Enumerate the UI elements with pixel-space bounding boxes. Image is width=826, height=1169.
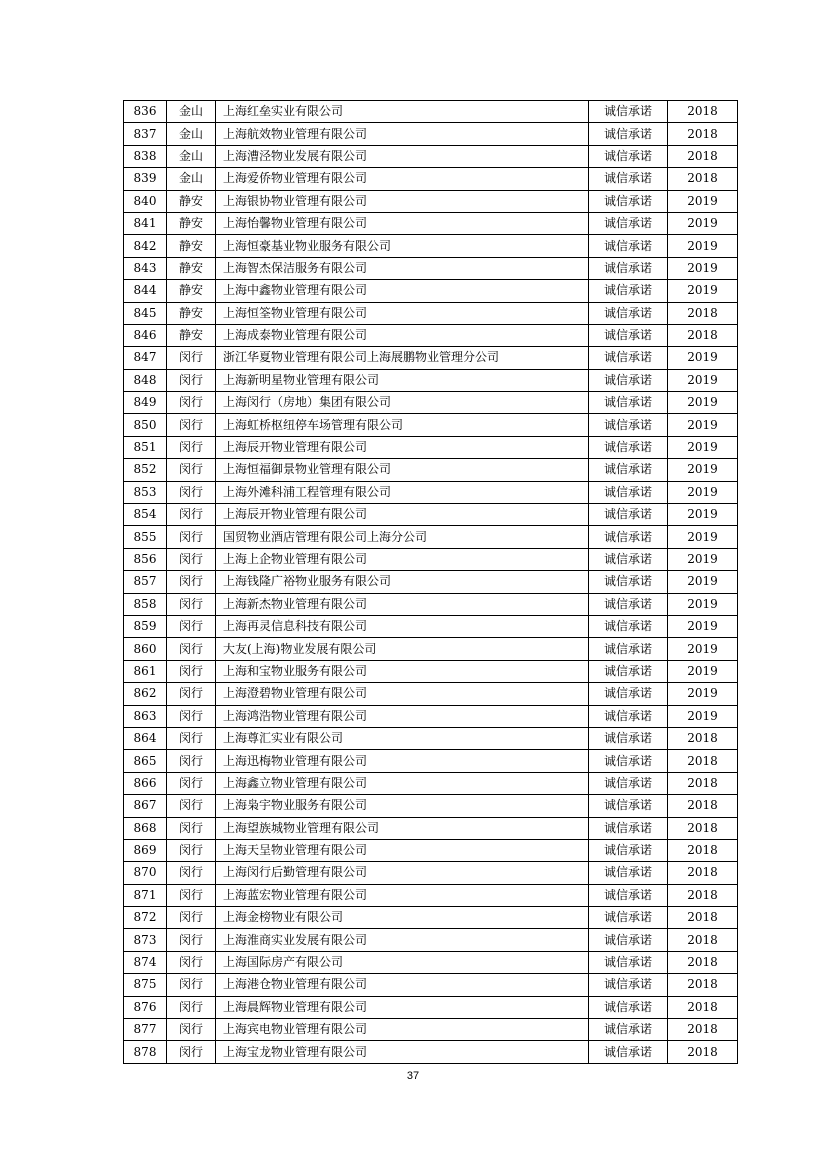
company-name-cell: 浙江华夏物业管理有限公司上海展鹏物业管理分公司: [216, 347, 589, 369]
company-name-cell: 上海闵行后勤管理有限公司: [216, 862, 589, 884]
table-row: [124, 705, 738, 727]
row-number-cell: 873: [124, 929, 167, 951]
year-cell: 2019: [668, 548, 738, 570]
commitment-type-cell: 诚信承诺: [589, 504, 668, 526]
district-cell: 闵行: [167, 750, 216, 772]
commitment-type-cell: 诚信承诺: [589, 526, 668, 548]
row-number-cell: 840: [124, 190, 167, 212]
year-cell: 2019: [668, 190, 738, 212]
table-row: [124, 907, 738, 929]
row-number-cell: 861: [124, 660, 167, 682]
row-number-cell: 852: [124, 459, 167, 481]
district-cell: 闵行: [167, 929, 216, 951]
company-name-cell: 上海恒筌物业管理有限公司: [216, 302, 589, 324]
commitment-type-cell: 诚信承诺: [589, 257, 668, 279]
commitment-type-cell: 诚信承诺: [589, 302, 668, 324]
commitment-type-cell: 诚信承诺: [589, 571, 668, 593]
commitment-type-cell: 诚信承诺: [589, 884, 668, 906]
year-cell: 2018: [668, 974, 738, 996]
table-row: [124, 929, 738, 951]
year-cell: 2018: [668, 862, 738, 884]
year-cell: 2019: [668, 593, 738, 615]
commitment-type-cell: 诚信承诺: [589, 459, 668, 481]
year-cell: 2018: [668, 1019, 738, 1041]
company-name-cell: 上海和宝物业服务有限公司: [216, 660, 589, 682]
year-cell: 2018: [668, 727, 738, 749]
table-row: [124, 839, 738, 861]
table-row: [124, 436, 738, 458]
year-cell: 2018: [668, 817, 738, 839]
district-cell: 闵行: [167, 459, 216, 481]
commitment-type-cell: 诚信承诺: [589, 795, 668, 817]
row-number-cell: 838: [124, 145, 167, 167]
year-cell: 2019: [668, 571, 738, 593]
row-number-cell: 843: [124, 257, 167, 279]
row-number-cell: 841: [124, 212, 167, 234]
district-cell: 闵行: [167, 347, 216, 369]
company-name-cell: 上海宾电物业管理有限公司: [216, 1019, 589, 1041]
commitment-type-cell: 诚信承诺: [589, 123, 668, 145]
company-name-cell: 上海恒豪基业物业服务有限公司: [216, 235, 589, 257]
table-row: [124, 324, 738, 346]
commitment-type-cell: 诚信承诺: [589, 951, 668, 973]
district-cell: 金山: [167, 101, 216, 123]
year-cell: 2018: [668, 123, 738, 145]
year-cell: 2018: [668, 839, 738, 861]
row-number-cell: 836: [124, 101, 167, 123]
district-cell: 闵行: [167, 436, 216, 458]
table-row: [124, 145, 738, 167]
district-cell: 闵行: [167, 571, 216, 593]
table-row: [124, 996, 738, 1018]
company-name-cell: 上海新杰物业管理有限公司: [216, 593, 589, 615]
district-cell: 闵行: [167, 951, 216, 973]
table-row: [124, 190, 738, 212]
company-name-cell: 上海再灵信息科技有限公司: [216, 615, 589, 637]
year-cell: 2018: [668, 907, 738, 929]
company-name-cell: 上海晨辉物业管理有限公司: [216, 996, 589, 1018]
company-name-cell: 上海蓝宏物业管理有限公司: [216, 884, 589, 906]
row-number-cell: 844: [124, 280, 167, 302]
table-row: [124, 302, 738, 324]
table-row: [124, 101, 738, 123]
company-name-cell: 上海辰开物业管理有限公司: [216, 504, 589, 526]
table-row: [124, 369, 738, 391]
district-cell: 闵行: [167, 817, 216, 839]
district-cell: 闵行: [167, 526, 216, 548]
table-row: [124, 795, 738, 817]
row-number-cell: 847: [124, 347, 167, 369]
row-number-cell: 876: [124, 996, 167, 1018]
row-number-cell: 845: [124, 302, 167, 324]
commitment-type-cell: 诚信承诺: [589, 974, 668, 996]
company-name-cell: 上海望族城物业管理有限公司: [216, 817, 589, 839]
row-number-cell: 871: [124, 884, 167, 906]
commitment-type-cell: 诚信承诺: [589, 392, 668, 414]
company-name-cell: 上海澄碧物业管理有限公司: [216, 683, 589, 705]
company-name-cell: 上海恒福御景物业管理有限公司: [216, 459, 589, 481]
year-cell: 2018: [668, 324, 738, 346]
commitment-type-cell: 诚信承诺: [589, 145, 668, 167]
year-cell: 2019: [668, 369, 738, 391]
year-cell: 2018: [668, 145, 738, 167]
commitment-type-cell: 诚信承诺: [589, 772, 668, 794]
district-cell: 静安: [167, 302, 216, 324]
table-row: [124, 772, 738, 794]
company-name-cell: 上海迅梅物业管理有限公司: [216, 750, 589, 772]
table-row: [124, 280, 738, 302]
year-cell: 2019: [668, 683, 738, 705]
company-name-cell: 上海金榜物业有限公司: [216, 907, 589, 929]
row-number-cell: 874: [124, 951, 167, 973]
district-cell: 静安: [167, 257, 216, 279]
table-row: [124, 683, 738, 705]
table-row: [124, 168, 738, 190]
year-cell: 2018: [668, 750, 738, 772]
company-name-cell: 上海尊汇实业有限公司: [216, 727, 589, 749]
row-number-cell: 855: [124, 526, 167, 548]
district-cell: 闵行: [167, 638, 216, 660]
district-cell: 闵行: [167, 481, 216, 503]
company-name-cell: 上海国际房产有限公司: [216, 951, 589, 973]
row-number-cell: 858: [124, 593, 167, 615]
row-number-cell: 872: [124, 907, 167, 929]
year-cell: 2019: [668, 212, 738, 234]
year-cell: 2018: [668, 302, 738, 324]
company-name-cell: 上海辰开物业管理有限公司: [216, 436, 589, 458]
year-cell: 2018: [668, 101, 738, 123]
company-name-cell: 上海爱侨物业管理有限公司: [216, 168, 589, 190]
commitment-type-cell: 诚信承诺: [589, 481, 668, 503]
row-number-cell: 870: [124, 862, 167, 884]
table-row: [124, 526, 738, 548]
company-name-cell: 上海怡馨物业管理有限公司: [216, 212, 589, 234]
district-cell: 闵行: [167, 705, 216, 727]
district-cell: 闵行: [167, 392, 216, 414]
year-cell: 2019: [668, 615, 738, 637]
company-name-cell: 上海上企物业管理有限公司: [216, 548, 589, 570]
year-cell: 2018: [668, 168, 738, 190]
commitment-type-cell: 诚信承诺: [589, 705, 668, 727]
commitment-type-cell: 诚信承诺: [589, 190, 668, 212]
commitment-type-cell: 诚信承诺: [589, 1041, 668, 1063]
year-cell: 2019: [668, 459, 738, 481]
table-row: [124, 638, 738, 660]
table-row: [124, 504, 738, 526]
commitment-type-cell: 诚信承诺: [589, 660, 668, 682]
table-row: [124, 1019, 738, 1041]
row-number-cell: 867: [124, 795, 167, 817]
company-name-cell: 上海港仓物业管理有限公司: [216, 974, 589, 996]
commitment-type-cell: 诚信承诺: [589, 280, 668, 302]
year-cell: 2018: [668, 951, 738, 973]
commitment-type-cell: 诚信承诺: [589, 727, 668, 749]
table-row: [124, 615, 738, 637]
table-row: [124, 257, 738, 279]
company-name-cell: 上海智杰保洁服务有限公司: [216, 257, 589, 279]
company-name-cell: 上海鑫立物业管理有限公司: [216, 772, 589, 794]
page-number: 37: [406, 1070, 420, 1082]
year-cell: 2018: [668, 996, 738, 1018]
year-cell: 2019: [668, 235, 738, 257]
company-name-cell: 上海虹桥枢纽停车场管理有限公司: [216, 414, 589, 436]
table-row: [124, 1041, 738, 1063]
company-name-cell: 上海宝龙物业管理有限公司: [216, 1041, 589, 1063]
commitment-type-cell: 诚信承诺: [589, 593, 668, 615]
commitment-type-cell: 诚信承诺: [589, 750, 668, 772]
company-name-cell: 上海鸿浩物业管理有限公司: [216, 705, 589, 727]
table-row: [124, 727, 738, 749]
district-cell: 闵行: [167, 504, 216, 526]
commitment-type-cell: 诚信承诺: [589, 817, 668, 839]
commitment-type-cell: 诚信承诺: [589, 101, 668, 123]
table-row: [124, 660, 738, 682]
year-cell: 2019: [668, 280, 738, 302]
row-number-cell: 864: [124, 727, 167, 749]
district-cell: 闵行: [167, 996, 216, 1018]
company-name-cell: 上海钱隆广裕物业服务有限公司: [216, 571, 589, 593]
company-name-cell: 上海外滩科浦工程管理有限公司: [216, 481, 589, 503]
commitment-type-cell: 诚信承诺: [589, 369, 668, 391]
year-cell: 2019: [668, 705, 738, 727]
commitment-type-cell: 诚信承诺: [589, 436, 668, 458]
company-name-cell: 上海红垒实业有限公司: [216, 101, 589, 123]
commitment-type-cell: 诚信承诺: [589, 324, 668, 346]
company-name-cell: 上海航效物业管理有限公司: [216, 123, 589, 145]
company-name-cell: 上海漕泾物业发展有限公司: [216, 145, 589, 167]
district-cell: 闵行: [167, 884, 216, 906]
commitment-type-cell: 诚信承诺: [589, 235, 668, 257]
row-number-cell: 868: [124, 817, 167, 839]
row-number-cell: 851: [124, 436, 167, 458]
district-cell: 闵行: [167, 1041, 216, 1063]
year-cell: 2018: [668, 884, 738, 906]
table-row: [124, 974, 738, 996]
district-cell: 静安: [167, 324, 216, 346]
district-cell: 闵行: [167, 974, 216, 996]
company-name-cell: 大友(上海)物业发展有限公司: [216, 638, 589, 660]
company-name-cell: 上海银协物业管理有限公司: [216, 190, 589, 212]
year-cell: 2019: [668, 504, 738, 526]
table-row: [124, 212, 738, 234]
district-cell: 闵行: [167, 772, 216, 794]
year-cell: 2019: [668, 526, 738, 548]
row-number-cell: 839: [124, 168, 167, 190]
district-cell: 金山: [167, 168, 216, 190]
company-table: [123, 100, 738, 1064]
company-name-cell: 上海中鑫物业管理有限公司: [216, 280, 589, 302]
company-name-cell: 上海天呈物业管理有限公司: [216, 839, 589, 861]
district-cell: 静安: [167, 212, 216, 234]
row-number-cell: 849: [124, 392, 167, 414]
row-number-cell: 853: [124, 481, 167, 503]
district-cell: 静安: [167, 190, 216, 212]
commitment-type-cell: 诚信承诺: [589, 212, 668, 234]
table-row: [124, 817, 738, 839]
commitment-type-cell: 诚信承诺: [589, 907, 668, 929]
district-cell: 闵行: [167, 795, 216, 817]
district-cell: 闵行: [167, 839, 216, 861]
table-row: [124, 392, 738, 414]
commitment-type-cell: 诚信承诺: [589, 548, 668, 570]
company-name-cell: 上海成泰物业管理有限公司: [216, 324, 589, 346]
table-row: [124, 884, 738, 906]
row-number-cell: 863: [124, 705, 167, 727]
district-cell: 闵行: [167, 414, 216, 436]
commitment-type-cell: 诚信承诺: [589, 1019, 668, 1041]
table-row: [124, 750, 738, 772]
district-cell: 闵行: [167, 660, 216, 682]
table-row: [124, 235, 738, 257]
row-number-cell: 862: [124, 683, 167, 705]
company-name-cell: 上海枭宇物业服务有限公司: [216, 795, 589, 817]
row-number-cell: 857: [124, 571, 167, 593]
row-number-cell: 837: [124, 123, 167, 145]
row-number-cell: 850: [124, 414, 167, 436]
commitment-type-cell: 诚信承诺: [589, 996, 668, 1018]
table-row: [124, 571, 738, 593]
commitment-type-cell: 诚信承诺: [589, 638, 668, 660]
year-cell: 2018: [668, 1041, 738, 1063]
year-cell: 2019: [668, 660, 738, 682]
row-number-cell: 866: [124, 772, 167, 794]
row-number-cell: 848: [124, 369, 167, 391]
commitment-type-cell: 诚信承诺: [589, 862, 668, 884]
district-cell: 金山: [167, 145, 216, 167]
commitment-type-cell: 诚信承诺: [589, 168, 668, 190]
table-row: [124, 548, 738, 570]
table-row: [124, 951, 738, 973]
company-name-cell: 上海淮商实业发展有限公司: [216, 929, 589, 951]
company-name-cell: 国贸物业酒店管理有限公司上海分公司: [216, 526, 589, 548]
commitment-type-cell: 诚信承诺: [589, 683, 668, 705]
company-table-body: [124, 101, 738, 1064]
year-cell: 2018: [668, 929, 738, 951]
district-cell: 静安: [167, 235, 216, 257]
district-cell: 闵行: [167, 593, 216, 615]
district-cell: 闵行: [167, 862, 216, 884]
row-number-cell: 854: [124, 504, 167, 526]
district-cell: 闵行: [167, 727, 216, 749]
table-row: [124, 862, 738, 884]
district-cell: 闵行: [167, 615, 216, 637]
company-name-cell: 上海闵行（房地）集团有限公司: [216, 392, 589, 414]
year-cell: 2019: [668, 481, 738, 503]
district-cell: 闵行: [167, 683, 216, 705]
row-number-cell: 875: [124, 974, 167, 996]
commitment-type-cell: 诚信承诺: [589, 615, 668, 637]
district-cell: 闵行: [167, 1019, 216, 1041]
year-cell: 2019: [668, 638, 738, 660]
row-number-cell: 859: [124, 615, 167, 637]
table-row: [124, 593, 738, 615]
table-row: [124, 123, 738, 145]
commitment-type-cell: 诚信承诺: [589, 929, 668, 951]
row-number-cell: 878: [124, 1041, 167, 1063]
year-cell: 2019: [668, 257, 738, 279]
district-cell: 闵行: [167, 907, 216, 929]
year-cell: 2019: [668, 436, 738, 458]
row-number-cell: 860: [124, 638, 167, 660]
row-number-cell: 846: [124, 324, 167, 346]
district-cell: 闵行: [167, 548, 216, 570]
row-number-cell: 865: [124, 750, 167, 772]
commitment-type-cell: 诚信承诺: [589, 839, 668, 861]
year-cell: 2019: [668, 347, 738, 369]
year-cell: 2019: [668, 392, 738, 414]
district-cell: 静安: [167, 280, 216, 302]
row-number-cell: 842: [124, 235, 167, 257]
commitment-type-cell: 诚信承诺: [589, 347, 668, 369]
table-row: [124, 459, 738, 481]
row-number-cell: 877: [124, 1019, 167, 1041]
table-row: [124, 414, 738, 436]
year-cell: 2019: [668, 414, 738, 436]
district-cell: 金山: [167, 123, 216, 145]
commitment-type-cell: 诚信承诺: [589, 414, 668, 436]
district-cell: 闵行: [167, 369, 216, 391]
table-row: [124, 347, 738, 369]
row-number-cell: 856: [124, 548, 167, 570]
table-row: [124, 481, 738, 503]
year-cell: 2018: [668, 772, 738, 794]
year-cell: 2018: [668, 795, 738, 817]
company-name-cell: 上海新明星物业管理有限公司: [216, 369, 589, 391]
row-number-cell: 869: [124, 839, 167, 861]
